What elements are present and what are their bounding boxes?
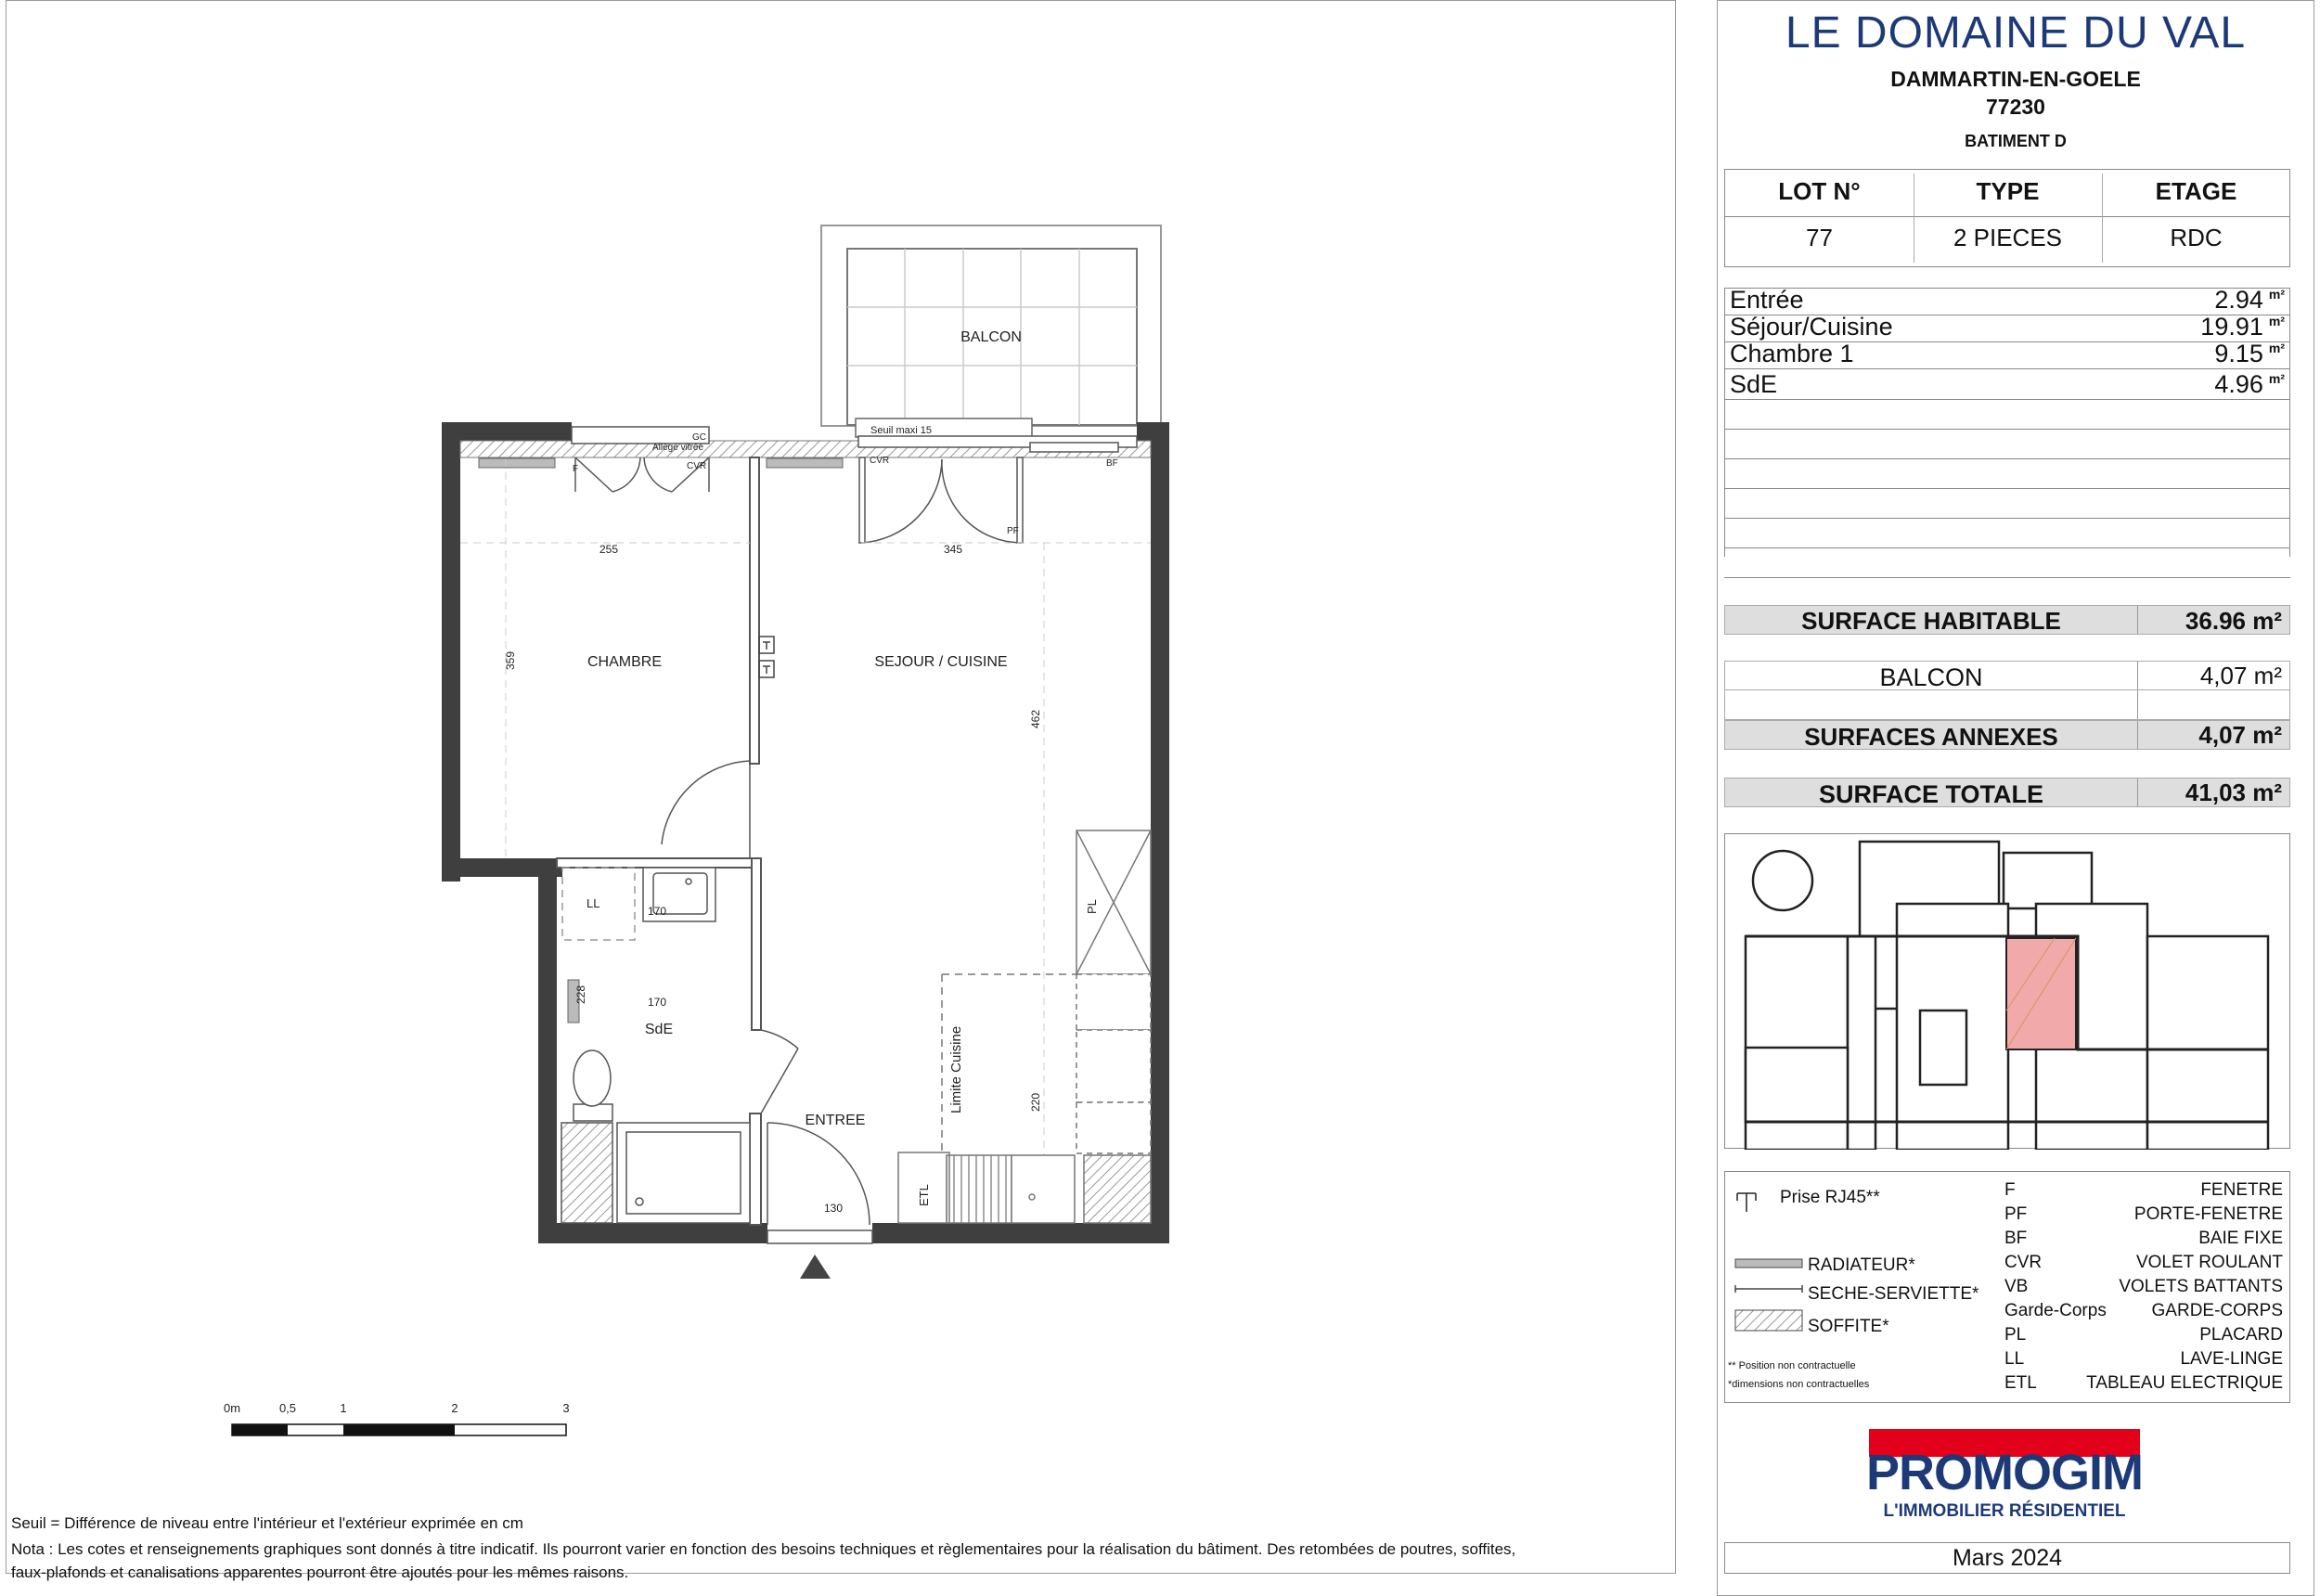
abbr-meaning: VOLET ROULANT [2135,1253,2283,1272]
abbr-row [2004,1301,2283,1325]
lot-value-type: 2 PIECES [1953,224,2063,251]
dim-345: 345 [943,543,963,556]
area-value: 9.15 [2214,340,2263,367]
legend-note-1: ** Position non contractuelle [1728,1360,1856,1371]
abbr-meaning: BAIE FIXE [2198,1229,2283,1248]
legend-abbreviations [2004,1180,2283,1397]
abbr-code: Garde-Corps [2004,1301,2107,1320]
toilet [574,1050,612,1121]
nota-line-2: faux-plafonds et canalisations apparentes pourront être ajoutés pour les mêmes raisons. [11,1564,629,1581]
area-unit: m² [2268,314,2285,328]
area-row-sde [1724,370,2290,400]
entrance-marker [800,1255,831,1279]
label-allege: Allège vitrée [652,443,704,453]
area-row-entree [1724,286,2290,315]
label-f: F [573,464,579,474]
kitchen [898,830,1151,1223]
soffit-hatch-icon [1735,1310,1802,1331]
abbr-row [2004,1204,2283,1229]
dim-359: 359 [504,650,517,671]
area-unit: m² [2268,341,2285,355]
abbr-code: ETL [2004,1373,2037,1393]
abbr-meaning: PLACARD [2199,1325,2283,1345]
lot-header-lot: LOT N° [1778,177,1861,205]
area-row-empty [1724,460,2290,489]
room-label-balcon: BALCON [960,329,1022,345]
date-box [1724,1542,2290,1574]
abbr-meaning: LAVE-LINGE [2180,1349,2283,1369]
surface-totale-label: SURFACE TOTALE [1818,780,2043,808]
room-label-sejour: SEJOUR / CUISINE [874,654,1008,670]
area-row-empty [1724,401,2290,430]
label-cvr-sejour: CVR [870,456,890,466]
rj45-outlets [759,637,774,677]
abbr-row [2004,1253,2283,1277]
area-name: Entrée [1730,286,1804,314]
project-title: LE DOMAINE DU VAL [1785,8,2247,58]
balcon-value: 4,07 m² [2199,662,2282,689]
scale-label-0: 0m [223,1401,241,1415]
scale-label-05: 0,5 [278,1401,297,1415]
sejour-french-door [859,457,1023,543]
abbr-row [2004,1349,2283,1373]
balcon-label: BALCON [1879,663,1983,691]
dim-170-mid: 170 [647,996,667,1009]
surfaces-annexes-label: SURFACES ANNEXES [1804,723,2058,751]
surface-habitable-value: 36.96 m² [2185,607,2282,635]
radiator-icon [1735,1259,1802,1268]
abbr-row [2004,1180,2283,1204]
legend-note-2: *dimensions non contractuelles [1728,1379,1870,1390]
abbr-code: LL [2004,1349,2025,1369]
area-name: Chambre 1 [1730,340,1854,367]
abbr-code: PL [2004,1325,2027,1345]
entry-door [767,1123,872,1243]
legend-radiateur: RADIATEUR* [1808,1255,1915,1275]
surface-habitable-label: SURFACE HABITABLE [1801,607,2061,635]
scale-label-2: 2 [451,1401,458,1415]
project-postcode: 77230 [1986,95,2045,119]
area-row-sejour [1724,313,2290,342]
key-plan-frame [1724,833,2290,1149]
area-row-empty [1724,520,2290,548]
rj45-icon [1737,1193,1756,1212]
promogim-logo [1865,1429,2144,1522]
dim-255: 255 [599,543,619,556]
abbr-meaning: VOLETS BATTANTS [2119,1277,2283,1296]
legend-rj45: Prise RJ45** [1780,1188,1880,1207]
dim-462: 462 [1029,709,1042,729]
towel-dryer-icon [1735,1285,1802,1293]
area-row-chambre [1724,340,2290,369]
label-cvr-chambre: CVR [687,461,707,471]
abbr-meaning: GARDE-CORPS [2151,1301,2283,1320]
legend-soffite: SOFFITE* [1808,1317,1889,1336]
area-unit: m² [2268,371,2285,386]
room-label-entree: ENTREE [805,1113,866,1128]
scale-label-3: 3 [562,1401,570,1415]
surface-totale-row [1724,778,2290,807]
area-name: Séjour/Cuisine [1730,313,1893,341]
seuil-note: Seuil = Différence de niveau entre l'intérieur et l'extérieur exprimée en cm [11,1514,523,1532]
dim-130: 130 [823,1202,844,1215]
area-row-empty [1724,549,2290,578]
label-gc: GC [692,432,706,443]
surface-totale-value: 41,03 m² [2185,779,2282,806]
scale-label-1: 1 [340,1401,347,1415]
abbr-meaning: FENETRE [2200,1180,2283,1200]
area-value: 2.94 [2214,286,2263,314]
area-value: 4.96 [2214,370,2263,398]
surfaces-annexes-row [1724,720,2290,750]
compass-rose [1753,851,1812,910]
project-city: DAMMARTIN-EN-GOELE [1890,67,2141,91]
label-etl: ETL [917,1184,931,1206]
abbr-meaning: TABLEAU ELECTRIQUE [2086,1373,2283,1393]
legend-seche-serviette: SECHE-SERVIETTE* [1808,1284,1979,1304]
label-pl: PL [1085,899,1099,914]
key-plan [1725,834,2291,1150]
label-seuil: Seuil maxi 15 [870,425,933,436]
logo-wordmark: PROMOGIM [1866,1445,2143,1500]
abbr-code: CVR [2004,1253,2043,1272]
date-label: Mars 2024 [1952,1545,2063,1571]
lot-header-type: TYPE [1976,177,2040,205]
lot-header-etage: ETAGE [2155,177,2237,205]
surface-habitable-row [1724,605,2290,635]
lot-table [1724,169,2290,267]
area-row-empty [1724,431,2290,459]
abbr-row [2004,1373,2283,1397]
abbr-code: VB [2004,1277,2029,1296]
label-ll: LL [586,896,600,910]
dim-220: 220 [1029,1092,1042,1113]
lot-value-etage: RDC [2170,224,2223,251]
surfaces-annexes-value: 4,07 m² [2198,721,2282,749]
area-unit: m² [2268,287,2285,302]
abbr-code: PF [2004,1204,2028,1224]
label-limite-cuisine: Limite Cuisine [948,1025,964,1113]
abbr-row [2004,1277,2283,1301]
label-pf: PF [1007,526,1019,536]
building-label: BATIMENT D [1965,132,2067,150]
area-name: SdE [1730,370,1778,398]
label-bf: BF [1106,458,1118,469]
abbr-code: F [2004,1180,2016,1200]
sde-door [761,1030,798,1113]
abbr-row [2004,1325,2283,1349]
lot-value-lot: 77 [1806,224,1833,251]
logo-tagline: L'IMMOBILIER RÉSIDENTIEL [1883,1501,2126,1521]
area-value: 19.91 [2200,313,2263,341]
chambre-door [662,761,750,858]
shower [561,1123,750,1223]
nota-line-1: Nota : Les cotes et renseignements graphiques sont donnés à titre indicatif. Ils pourront varier en fonction des besoins techniques et règlementaires pour la réalisation du bâtiment. Des retombées de poutres, soffites, [11,1540,1516,1558]
abbr-row [2004,1229,2283,1253]
abbr-meaning: PORTE-FENETRE [2133,1204,2283,1224]
dim-228: 228 [574,985,587,1005]
room-label-chambre: CHAMBRE [586,654,663,670]
dim-170-top: 170 [647,905,667,918]
abbr-code: BF [2004,1229,2028,1248]
scale-bar [232,1424,566,1435]
area-row-empty [1724,490,2290,519]
room-label-sde: SdE [644,1022,674,1037]
